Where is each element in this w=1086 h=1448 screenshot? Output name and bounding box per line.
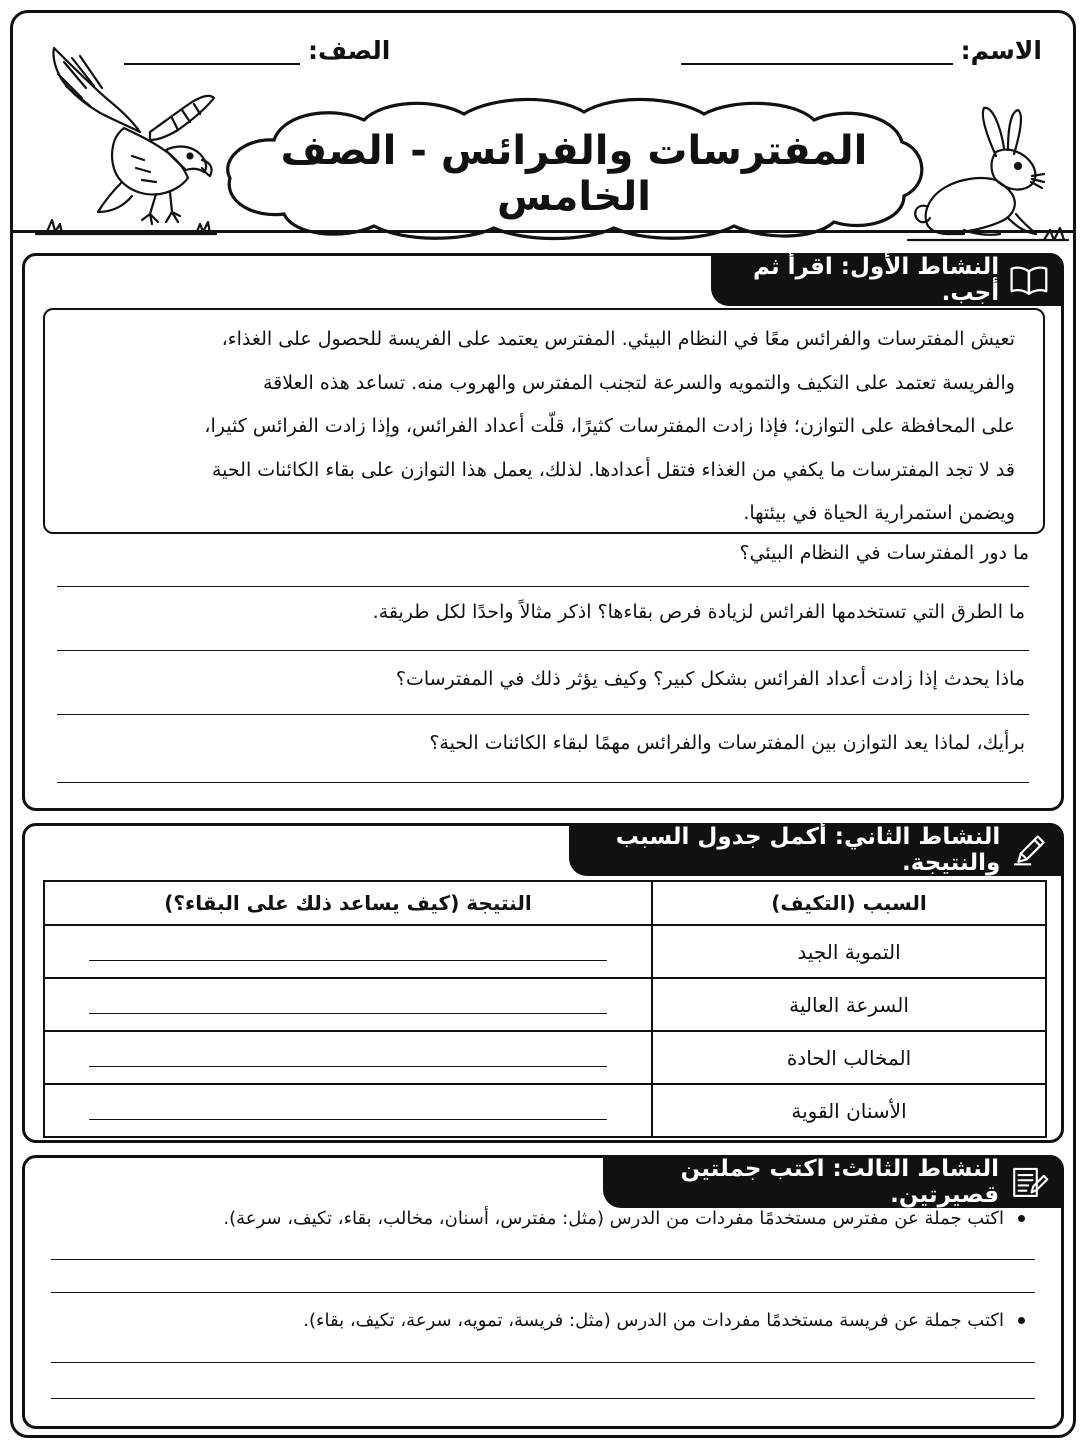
bullet-dot-icon bbox=[1018, 1317, 1025, 1324]
answer-line-2[interactable] bbox=[57, 650, 1029, 651]
passage-line: على المحافظة على التوازن؛ فإذا زادت المفترسات كثيرًا، قلّت أعداد الفرائس، وإذا زادت الفرائس كثيرا، bbox=[204, 415, 1015, 437]
bullet-text: اكتب جملة عن فريسة مستخدمًا مفردات من الدرس (مثل: فريسة، تمويه، سرعة، تكيف، بقاء). bbox=[303, 1310, 1004, 1331]
cause-effect-table bbox=[43, 880, 1047, 1138]
worksheet-title: المفترسات والفرائس - الصف الخامس bbox=[280, 128, 868, 220]
answer-line-6[interactable] bbox=[51, 1292, 1035, 1293]
open-book-icon bbox=[1009, 260, 1049, 300]
effect-answer-line[interactable] bbox=[89, 990, 607, 1014]
passage-line: قد لا تجد المفترسات ما يكفي من الغذاء فتقل أعدادها. لذلك، يعمل هذا التوازن على بقاء الكائنات الحية bbox=[211, 458, 1015, 481]
bullet-text: اكتب جملة عن مفترس مستخدمًا مفردات من الدرس (مثل: مفترس، أسنان، مخالب، بقاء، تكيف، سرعة). bbox=[223, 1208, 1004, 1229]
eagle-illustration bbox=[32, 36, 222, 236]
name-label: الاسم: bbox=[960, 36, 1042, 65]
name-field bbox=[681, 36, 1042, 65]
activity3-section bbox=[22, 1155, 1064, 1429]
activity2-section bbox=[22, 823, 1064, 1143]
activity3-heading: النشاط الثالث: اكتب جملتين قصيرتين. bbox=[680, 1156, 1000, 1208]
bullet-item-2 bbox=[303, 1310, 1025, 1331]
effect-answer-line[interactable] bbox=[89, 1096, 607, 1120]
answer-line-8[interactable] bbox=[51, 1398, 1035, 1399]
effect-column-header: النتيجة (كيف يساعد ذلك على البقاء؟) bbox=[44, 881, 652, 925]
cause-column-header: السبب (التكيف) bbox=[652, 881, 1046, 925]
class-label: الصف: bbox=[308, 36, 391, 65]
activity1-heading: النشاط الأول: اقرأ ثم أجب. bbox=[752, 254, 1000, 306]
table-header-row bbox=[44, 881, 1046, 925]
table-row bbox=[44, 978, 1046, 1031]
answer-line-7[interactable] bbox=[51, 1362, 1035, 1363]
activity2-heading: النشاط الثاني: أكمل جدول السبب والنتيجة. bbox=[615, 824, 1001, 876]
effect-cell[interactable] bbox=[44, 978, 652, 1031]
effect-answer-line[interactable] bbox=[89, 1043, 607, 1067]
activity2-heading-tab bbox=[569, 824, 1063, 876]
rabbit-illustration bbox=[904, 102, 1072, 242]
bullet-item-1 bbox=[223, 1208, 1025, 1229]
question-4: برأيك، لماذا يعد التوازن بين المفترسات والفرائس مهمًا لبقاء الكائنات الحية؟ bbox=[429, 732, 1025, 754]
question-1: ما دور المفترسات في النظام البيئي؟ bbox=[739, 542, 1029, 564]
answer-line-1[interactable] bbox=[57, 586, 1029, 587]
effect-cell[interactable] bbox=[44, 1084, 652, 1137]
cause-cell: المخالب الحادة bbox=[652, 1031, 1046, 1084]
passage-line: والفريسة تعتمد على التكيف والتمويه والسرعة لتجنب المفترس والهروب منه. تساعد هذه العلاقة bbox=[262, 371, 1015, 394]
table-row bbox=[44, 1031, 1046, 1084]
writing-notepad-icon bbox=[1009, 1162, 1049, 1202]
question-3: ماذا يحدث إذا زادت أعداد الفرائس بشكل كبير؟ وكيف يؤثر ذلك في المفترسات؟ bbox=[395, 668, 1025, 690]
effect-cell[interactable] bbox=[44, 925, 652, 978]
header-divider bbox=[10, 230, 1076, 233]
pencil-icon bbox=[1010, 830, 1049, 870]
passage-line: ويضمن استمرارية الحياة في بيئتها. bbox=[743, 502, 1015, 524]
cause-cell: التموية الجيد bbox=[652, 925, 1046, 978]
cause-cell: الأسنان القوية bbox=[652, 1084, 1046, 1137]
activity3-heading-tab bbox=[603, 1156, 1063, 1208]
effect-cell[interactable] bbox=[44, 1031, 652, 1084]
question-2: ما الطرق التي تستخدمها الفرائس لزيادة فرص بقاءها؟ اذكر مثالاً واحدًا لكل طريقة. bbox=[372, 601, 1025, 623]
activity1-heading-tab bbox=[711, 254, 1063, 306]
table-row bbox=[44, 925, 1046, 978]
answer-line-3[interactable] bbox=[57, 714, 1029, 715]
answer-line-5[interactable] bbox=[51, 1259, 1035, 1260]
table-row bbox=[44, 1084, 1046, 1137]
name-input-line[interactable] bbox=[681, 45, 953, 65]
cause-cell: السرعة العالية bbox=[652, 978, 1046, 1031]
reading-passage bbox=[43, 308, 1045, 534]
passage-line: تعيش المفترسات والفرائس معًا في النظام البيئي. المفترس يعتمد على الفريسة للحصول على الغذاء، bbox=[221, 328, 1015, 350]
answer-line-4[interactable] bbox=[57, 782, 1029, 783]
effect-answer-line[interactable] bbox=[89, 937, 607, 961]
activity1-section bbox=[22, 253, 1064, 811]
bullet-dot-icon bbox=[1018, 1215, 1025, 1222]
worksheet-header bbox=[14, 14, 1072, 232]
